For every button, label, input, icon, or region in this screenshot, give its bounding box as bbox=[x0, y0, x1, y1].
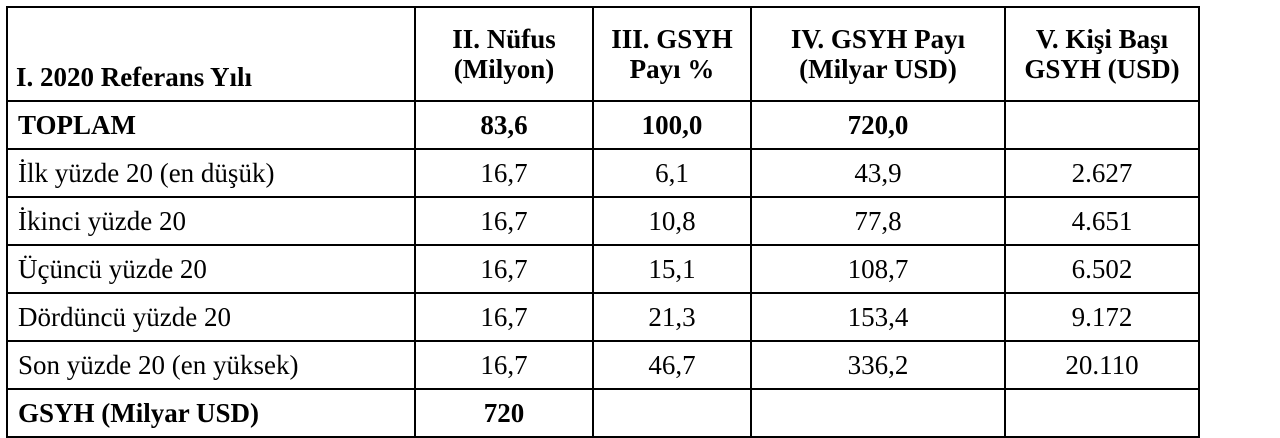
cell-gdp-share-percent: 10,8 bbox=[593, 197, 751, 245]
row-label: Son yüzde 20 (en yüksek) bbox=[7, 341, 415, 389]
cell-gdp-share-usd: 77,8 bbox=[751, 197, 1005, 245]
table-row bbox=[7, 389, 1199, 437]
cell-population: 16,7 bbox=[415, 197, 593, 245]
cell-gdp-per-capita: 6.502 bbox=[1005, 245, 1199, 293]
cell-gdp-share-percent: 21,3 bbox=[593, 293, 751, 341]
column-header-gdp-share-percent: III. GSYH Payı % bbox=[593, 7, 751, 101]
income-distribution-table bbox=[6, 6, 1200, 438]
table-row bbox=[7, 293, 1199, 341]
row-label: Dördüncü yüzde 20 bbox=[7, 293, 415, 341]
cell-gdp-per-capita: 2.627 bbox=[1005, 149, 1199, 197]
table-row bbox=[7, 245, 1199, 293]
cell-population: 83,6 bbox=[415, 101, 593, 149]
table-row bbox=[7, 341, 1199, 389]
row-label: TOPLAM bbox=[7, 101, 415, 149]
column-header-gdp-per-capita: V. Kişi Başı GSYH (USD) bbox=[1005, 7, 1199, 101]
cell-gdp-share-percent: 100,0 bbox=[593, 101, 751, 149]
cell-gdp-share-usd: 108,7 bbox=[751, 245, 1005, 293]
cell-gdp-per-capita bbox=[1005, 389, 1199, 437]
cell-population: 16,7 bbox=[415, 341, 593, 389]
cell-population: 16,7 bbox=[415, 245, 593, 293]
cell-gdp-share-percent: 15,1 bbox=[593, 245, 751, 293]
cell-gdp-per-capita: 9.172 bbox=[1005, 293, 1199, 341]
cell-gdp-share-usd bbox=[751, 389, 1005, 437]
column-header-reference-year: I. 2020 Referans Yılı bbox=[7, 7, 415, 101]
row-label: GSYH (Milyar USD) bbox=[7, 389, 415, 437]
table-row bbox=[7, 149, 1199, 197]
cell-gdp-share-percent: 6,1 bbox=[593, 149, 751, 197]
row-label: İkinci yüzde 20 bbox=[7, 197, 415, 245]
cell-population: 720 bbox=[415, 389, 593, 437]
cell-gdp-share-usd: 336,2 bbox=[751, 341, 1005, 389]
cell-gdp-share-usd: 720,0 bbox=[751, 101, 1005, 149]
column-header-gdp-share-usd: IV. GSYH Payı (Milyar USD) bbox=[751, 7, 1005, 101]
column-header-population: II. Nüfus (Milyon) bbox=[415, 7, 593, 101]
table-row bbox=[7, 101, 1199, 149]
cell-population: 16,7 bbox=[415, 149, 593, 197]
cell-gdp-share-percent: 46,7 bbox=[593, 341, 751, 389]
row-label: Üçüncü yüzde 20 bbox=[7, 245, 415, 293]
cell-gdp-per-capita: 4.651 bbox=[1005, 197, 1199, 245]
row-label: İlk yüzde 20 (en düşük) bbox=[7, 149, 415, 197]
cell-gdp-per-capita: 20.110 bbox=[1005, 341, 1199, 389]
cell-gdp-share-percent bbox=[593, 389, 751, 437]
table-header-row bbox=[7, 7, 1199, 101]
cell-gdp-per-capita bbox=[1005, 101, 1199, 149]
cell-gdp-share-usd: 43,9 bbox=[751, 149, 1005, 197]
cell-population: 16,7 bbox=[415, 293, 593, 341]
cell-gdp-share-usd: 153,4 bbox=[751, 293, 1005, 341]
table-row bbox=[7, 197, 1199, 245]
